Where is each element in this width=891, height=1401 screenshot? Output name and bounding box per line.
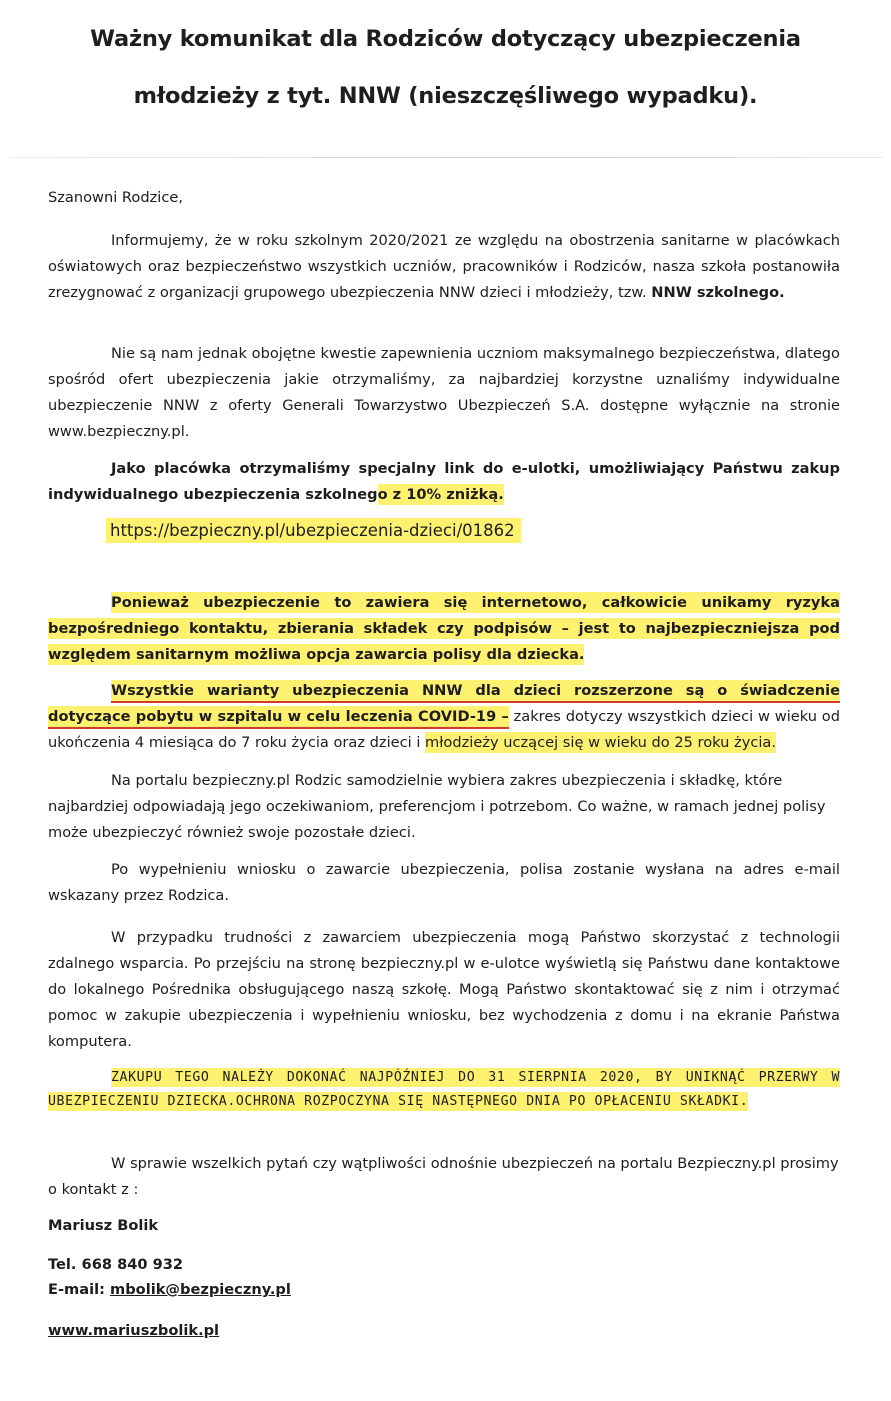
- paragraph-portal-text: Na portalu bezpieczny.pl Rodzic samodzielnie wybiera zakres ubezpieczenia i składkę, które najbardziej odpowiadają jego oczekiwaniom, preferencjom i potrzebom. Co ważne, w ramach jednej polisy może ubezpieczyć również swoje pozostałe dzieci.: [48, 772, 826, 841]
- paragraph-link-info: [48, 456, 840, 508]
- contact-website-link[interactable]: www.mariuszbolik.pl: [48, 1322, 220, 1339]
- paragraph-intro-bold: NNW szkolnego.: [651, 284, 785, 301]
- paragraph-intro-text: Informujemy, że w roku szkolnym 2020/2021 ze względu na obostrzenia sanitarne w placówkach oświatowych oraz bezpieczeństwo wszystkich uczniów, pracowników i Rodziców, nasza szkoła postanowiła zrezygnować z organizacji grupowego ubezpieczenia NNW dzieci i młodzieży, tzw.: [48, 232, 840, 301]
- paragraph-online-text: Ponieważ ubezpieczenie to zawiera się internetowo, całkowicie unikamy ryzyka bezpośredniego kontaktu, zbierania składek czy podpisów – jest to najbezpieczniejsza pod względem sanitarnym możliwa opcja zawarcia polisy dla dziecka.: [48, 594, 840, 663]
- paragraph-online: [48, 590, 840, 668]
- contact-email-row: [48, 1281, 291, 1298]
- paragraph-contact-text: W sprawie wszelkich pytań czy wątpliwości odnośnie ubezpieczeń na portalu Bezpieczny.pl prosimy o kontakt z :: [48, 1155, 839, 1198]
- age-highlight: młodzieży uczącej się w wieku do 25 roku życia.: [425, 734, 777, 751]
- paragraph-deadline: [48, 1066, 840, 1114]
- paragraph-covid: [48, 678, 840, 756]
- offer-link[interactable]: https://bezpieczny.pl/ubezpieczenia-dzieci/01862: [106, 518, 521, 543]
- paragraph-offer: [48, 341, 840, 445]
- discount-highlight: o z 10% zniżką.: [377, 486, 504, 503]
- contact-email-label: E-mail:: [48, 1281, 111, 1298]
- document-title-line-2: młodzieży z tyt. NNW (nieszczęśliwego wypadku).: [133, 83, 758, 109]
- document-title-line-1: Ważny komunikat dla Rodziców dotyczący ubezpieczenia: [90, 26, 801, 52]
- paragraph-covid-text: zakres dotyczy wszystkich dzieci w wieku od ukończenia 4 miesiąca do 7 roku życia oraz dzieci i: [48, 708, 840, 751]
- header-divider: [8, 157, 883, 158]
- deadline-highlight: ZAKUPU TEGO NALEŻY DOKONAĆ NAJPÓŹNIEJ DO 31 SIERPNIA 2020, BY UNIKNĄĆ PRZERWY W UBEZPIECZENIU DZIECKA.OCHRONA ROZPOCZYNA SIĘ NASTĘPNEGO DNIA PO OPŁACENIU SKŁADKI.: [48, 1070, 840, 1109]
- paragraph-offer-text: Nie są nam jednak obojętne kwestie zapewnienia uczniom maksymalnego bezpieczeństwa, dlatego spośród ofert ubezpieczenia jakie otrzymaliśmy, za najbardziej korzystne uznaliśmy indywidualne ubezpieczenie NNW z oferty Generali Towarzystwo Ubezpieczeń S.A. dostępne wyłącznie na stronie www.bezpieczny.pl.: [48, 345, 840, 440]
- paragraph-support-text: W przypadku trudności z zawarciem ubezpieczenia mogą Państwo skorzystać z technologii zdalnego wsparcia. Po przejściu na stronę bezpieczny.pl w e-ulotce wyświetlą się Państwu dane kontaktowe do lokalnego Pośrednika obsługującego naszą szkołę. Mogą Państwo skontaktować się z nim i otrzymać pomoc w zakupie ubezpieczenia i wypełnieniu wniosku, bez wychodzenia z domu i na ekranie Państwa komputera.: [48, 929, 840, 1050]
- contact-email-link[interactable]: mbolik@bezpieczny.pl: [110, 1281, 291, 1298]
- paragraph-portal: [48, 768, 840, 846]
- paragraph-contact: [48, 1151, 840, 1203]
- paragraph-support: [48, 925, 840, 1055]
- paragraph-policy: [48, 857, 840, 909]
- greeting: Szanowni Rodzice,: [48, 189, 183, 206]
- contact-phone: Tel. 668 840 932: [48, 1256, 184, 1273]
- offer-link-wrap: [106, 521, 521, 540]
- contact-name: Mariusz Bolik: [48, 1217, 159, 1234]
- paragraph-policy-text: Po wypełnieniu wniosku o zawarcie ubezpieczenia, polisa zostanie wysłana na adres e-mail wskazany przez Rodzica.: [48, 861, 840, 904]
- paragraph-intro: [48, 228, 840, 306]
- paragraph-link-info-text: Jako placówka otrzymaliśmy specjalny link do e-ulotki, umożliwiający Państwu zakup indywidualnego ubezpieczenia szkolneg: [48, 460, 840, 503]
- covid-highlight: Wszystkie warianty ubezpieczenia NNW dla dzieci rozszerzone są o świadczenie dotyczące pobytu w szpitalu w celu leczenia COVID-19 –: [48, 680, 840, 729]
- contact-website-row: [48, 1322, 219, 1339]
